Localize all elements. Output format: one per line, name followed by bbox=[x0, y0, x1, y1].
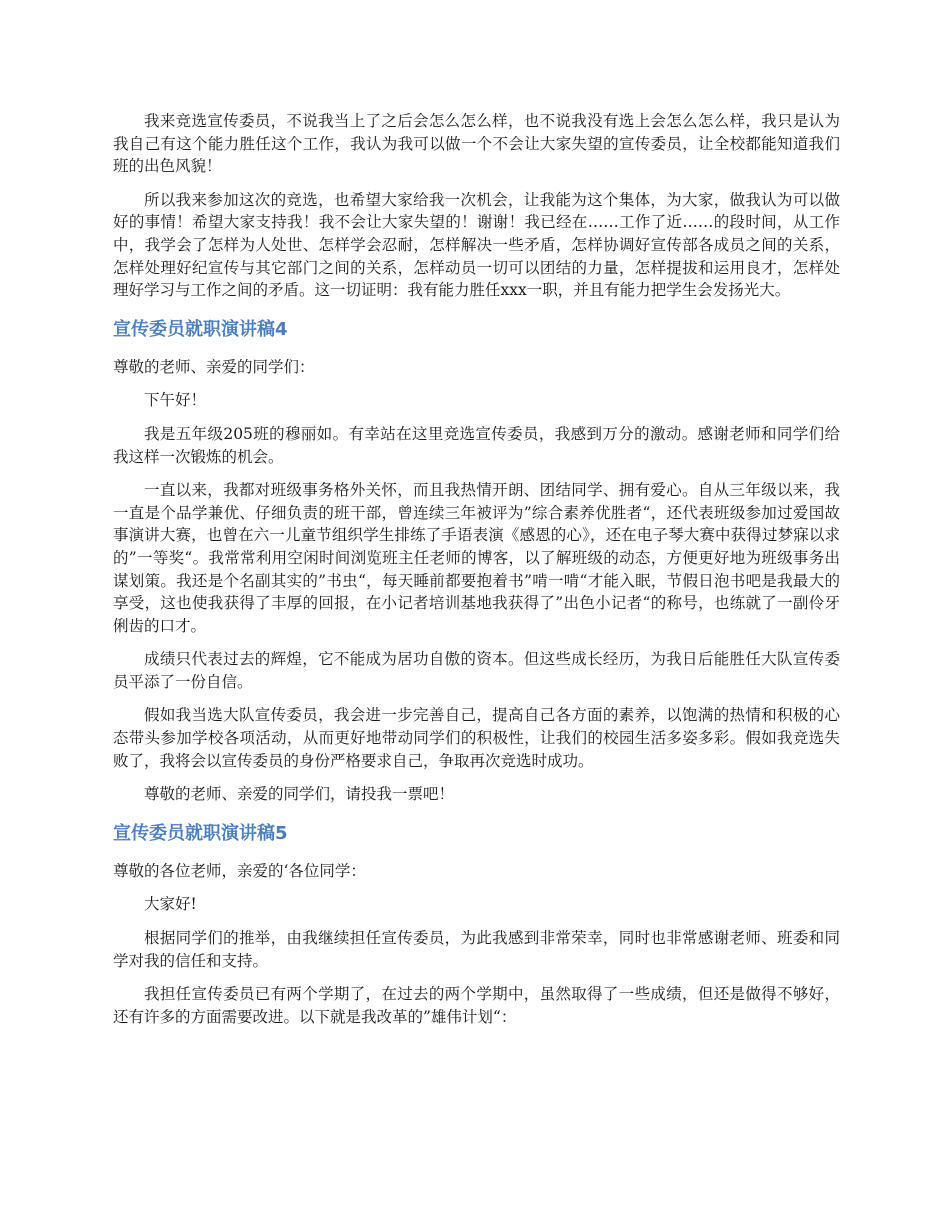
section-heading: 宣传委员就职演讲稿5 bbox=[113, 822, 288, 844]
paragraph: 我担任宣传委员已有两个学期了，在过去的两个学期中，虽然取得了一些成绩，但还是做得不够好，还有许多的方面需要改进。以下就是我改革的”雄伟计划“： bbox=[113, 985, 840, 1026]
paragraph: 我是五年级205班的穆丽如。有幸站在这里竞选宣传委员，我感到万分的激动。感谢老师和同学们给我这样一次锻炼的机会。 bbox=[113, 424, 840, 466]
paragraph: 我来竞选宣传委员，不说我当上了之后会怎么怎么样，也不说我没有选上会怎么怎么样，我只是认为我自己有这个能力胜任这个工作，我认为我可以做一个不会让大家失望的宣传委员，让全校都能知道我们班的出色风貌！ bbox=[113, 112, 840, 176]
paragraph: 根据同学们的推举，由我继续担任宣传委员，为此我感到非常荣幸，同时也非常感谢老师、班委和同学对我的信任和支持。 bbox=[113, 929, 840, 970]
paragraph: 一直以来，我都对班级事务格外关怀，而且我热情开朗、团结同学、拥有爱心。自从三年级以来，我一直是个品学兼优、仔细负责的班干部，曾连续三年被评为”综合素养优胜者“，还代表班级参加过爱国故事演讲大赛，也曾在六一儿童节组织学生排练了手语表演《感恩的心》，还在电子琴大赛中获得过梦寐以求的”一等奖“。我常常利用空闲时间浏览班主任老师的博客，以了解班级的动态，方便更好地为班级事务出谋划策。我还是个名副其实的”书虫“，每天睡前都要抱着书”啃一啃“才能入眠，节假日泡书吧是我最大的享受，这也使我获得了丰厚的回报，在小记者培训基地我获得了”出色小记者“的称号，也练就了一副伶牙俐齿的口才。 bbox=[113, 481, 840, 635]
salutation: 尊敬的各位老师，亲爱的‘各位同学： bbox=[113, 861, 366, 880]
paragraph: 假如我当选大队宣传委员，我会进一步完善自己，提高自己各方面的素养，以饱满的热情和积极的心态带头参加学校各项活动，从而更好地带动同学们的积极性，让我们的校园生活多姿多彩。假如我竞选失败了，我将会以宣传委员的身份严格要求自己，争取再次竞选时成功。 bbox=[113, 706, 840, 770]
greeting: 大家好! bbox=[144, 895, 197, 914]
salutation: 尊敬的老师、亲爱的同学们： bbox=[113, 357, 315, 376]
section-heading: 宣传委员就职演讲稿4 bbox=[113, 318, 288, 340]
paragraph: 尊敬的老师、亲爱的同学们，请投我一票吧！ bbox=[144, 785, 455, 804]
greeting: 下午好！ bbox=[144, 391, 207, 410]
paragraph: 所以我来参加这次的竞选，也希望大家给我一次机会，让我能为这个集体，为大家，做我认为可以做好的事情！希望大家支持我！我不会让大家失望的！谢谢！我已经在……工作了近……的段时间，从工作中，我学会了怎样为人处世、怎样学会忍耐，怎样解决一些矛盾，怎样协调好宣传部各成员之间的关系，怎样处理好纪宣传与其它部门之间的关系，怎样动员一切可以团结的力量，怎样提拔和运用良才，怎样处理好学习与工作之间的矛盾。这一切证明：我有能力胜任xxx一职，并且有能力把学生会发扬光大。 bbox=[113, 190, 840, 300]
paragraph: 成绩只代表过去的辉煌，它不能成为居功自傲的资本。但这些成长经历，为我日后能胜任大队宣传委员平添了一份自信。 bbox=[113, 650, 840, 691]
document-page bbox=[113, 110, 840, 1039]
